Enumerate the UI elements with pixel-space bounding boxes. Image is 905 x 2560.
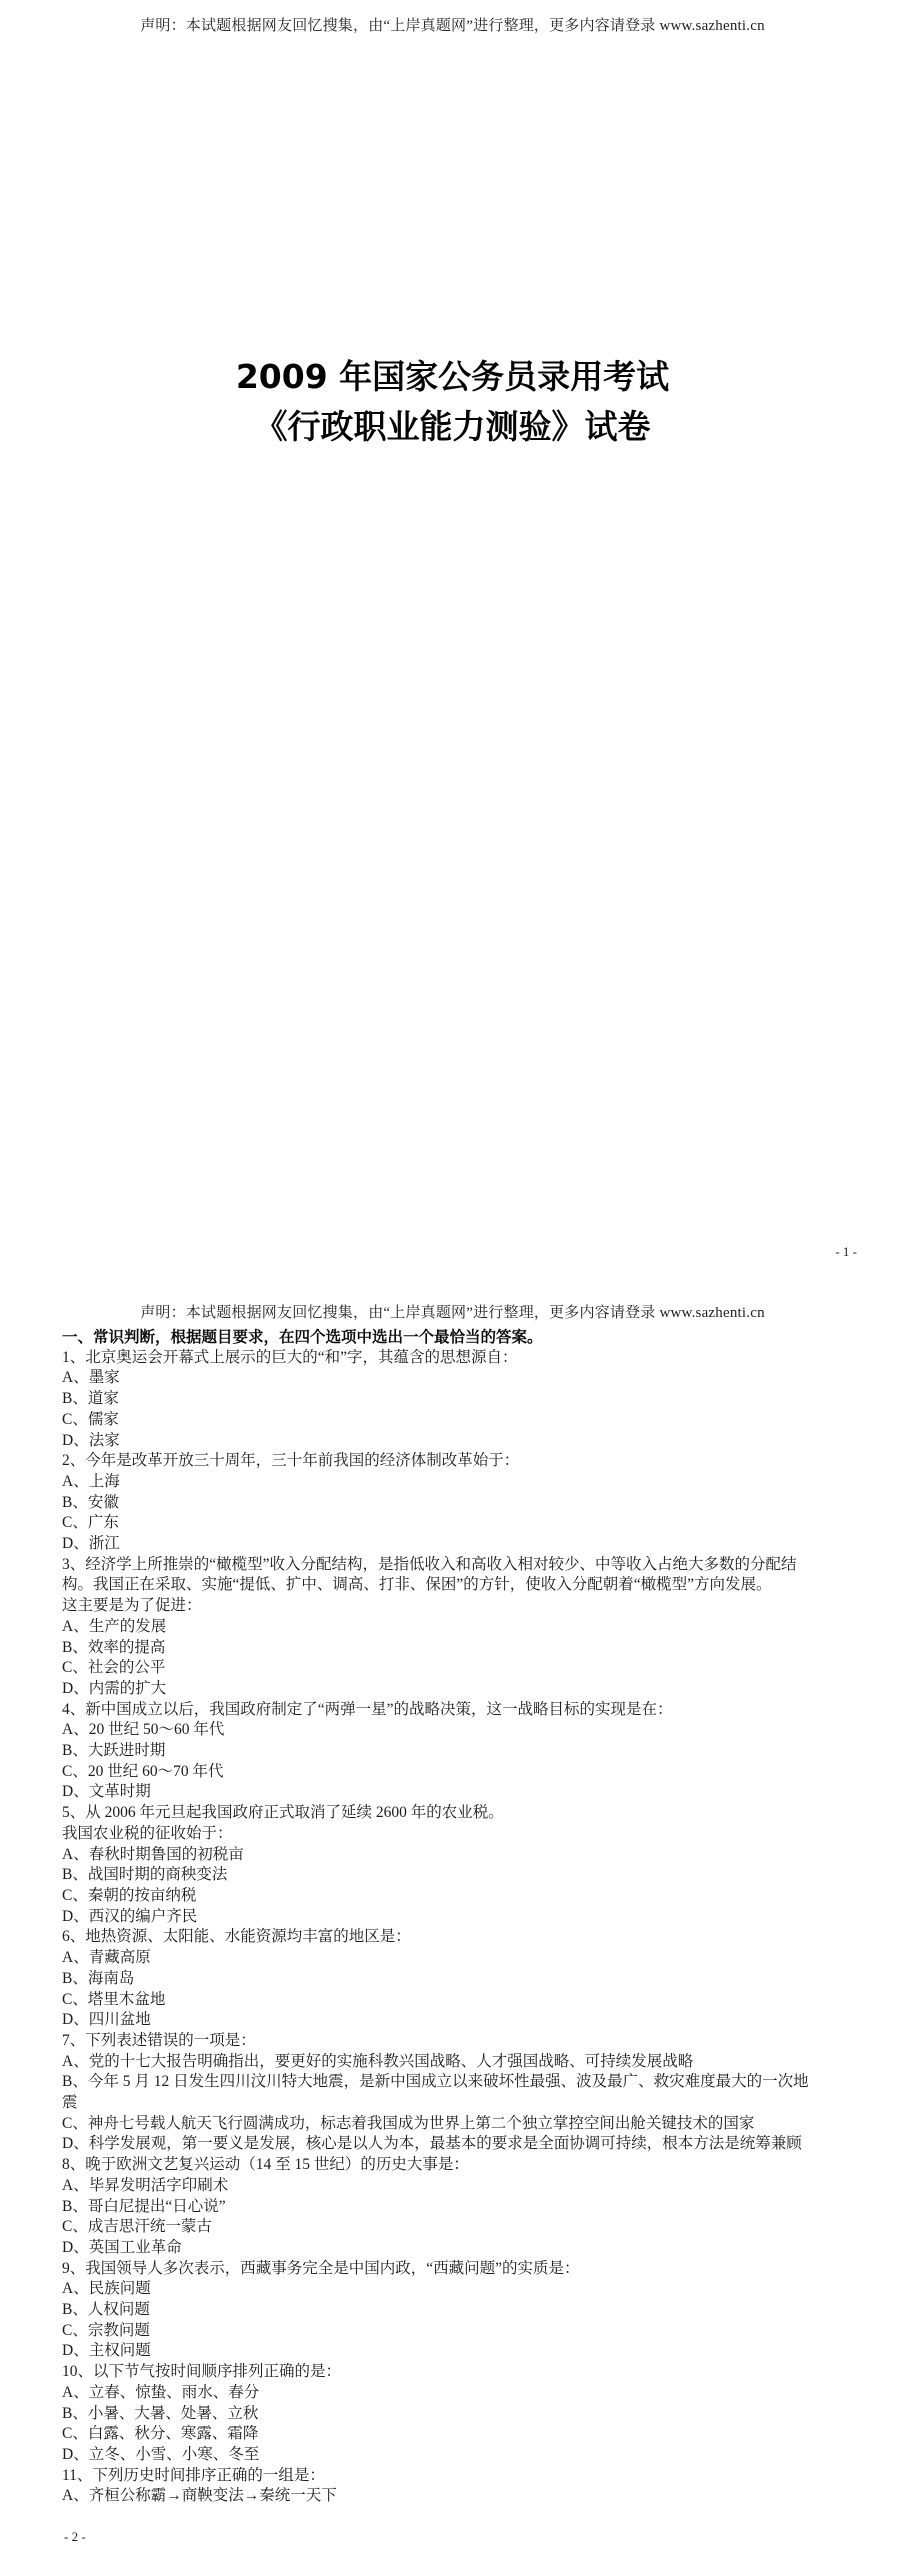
- question-10-line-1: 10、以下节气按时间顺序排列正确的是：: [62, 2363, 342, 2381]
- document-title-line2: 《行政职业能力测验》试卷: [254, 407, 651, 446]
- page2-content: [62, 1327, 874, 2507]
- question-9-line-2: A、民族问题: [62, 2280, 151, 2298]
- question-1-line-4: C、儒家: [62, 1410, 119, 1428]
- question-8-line-4: C、成吉思汗统一蒙古: [62, 2218, 212, 2236]
- page2-disclaimer-header: 声明：本试题根据网友回忆搜集，由“上岸真题网”进行整理，更多内容请登录 www.sazhenti.cn: [140, 1305, 765, 1321]
- question-4-line-5: D、文革时期: [62, 1783, 151, 1801]
- page1-page-number: - 1 -: [835, 1244, 857, 1259]
- question-8-line-2: A、毕昇发明活字印刷术: [62, 2176, 229, 2194]
- question-5-line-6: D、西汉的编户齐民: [62, 1907, 198, 1925]
- question-5-line-3: A、春秋时期鲁国的初税亩: [62, 1845, 244, 1863]
- question-3-line-3: 这主要是为了促进：: [62, 1597, 202, 1615]
- question-9-line-4: C、宗教问题: [62, 2321, 150, 2339]
- question-4-line-2: A、20 世纪 50～60 年代: [62, 1721, 225, 1739]
- question-10-line-4: C、白露、秋分、寒露、霜降: [62, 2425, 259, 2443]
- question-5-line-1: 5、从 2006 年元旦起我国政府正式取消了延续 2600 年的农业税。: [62, 1804, 504, 1822]
- question-1-line-2: A、墨家: [62, 1369, 120, 1387]
- question-5-line-2: 我国农业税的征收始于：: [62, 1824, 233, 1842]
- question-2-line-1: 2、今年是改革开放三十周年，三十年前我国的经济体制改革始于：: [62, 1452, 520, 1470]
- question-7-line-2: A、党的十七大报告明确指出，要更好的实施科教兴国战略、人才强国战略、可持续发展战略: [62, 2052, 694, 2070]
- question-5-line-5: C、秦朝的按亩纳税: [62, 1886, 197, 1904]
- question-8-line-3: B、哥白尼提出“日心说”: [62, 2197, 226, 2215]
- question-2-line-5: D、浙江: [62, 1535, 120, 1553]
- question-11-line-1: 11、下列历史时间排序正确的一组是：: [62, 2466, 325, 2484]
- question-7-line-4: 震: [62, 2094, 78, 2112]
- question-7-line-5: C、神舟七号载人航天飞行圆满成功，标志着我国成为世界上第二个独立掌控空间出舱关键技术的国家: [62, 2114, 755, 2132]
- question-3-line-6: C、社会的公平: [62, 1659, 166, 1677]
- question-7-line-1: 7、下列表述错误的一项是：: [62, 2031, 256, 2049]
- question-7-line-6: D、科学发展观，第一要义是发展，核心是以人为本，最基本的要求是全面协调可持续，根本方法是统筹兼顾: [62, 2135, 802, 2153]
- question-1-line-5: D、法家: [62, 1431, 120, 1449]
- question-11-line-2: A、齐桓公称霸→商鞅变法→秦统一天下: [62, 2487, 337, 2505]
- question-9-line-3: B、人权问题: [62, 2301, 150, 2319]
- question-10-line-2: A、立春、惊蛰、雨水、春分: [62, 2383, 260, 2401]
- document-title: [0, 352, 905, 452]
- question-10-line-5: D、立冬、小雪、小寒、冬至: [62, 2445, 260, 2463]
- question-3-line-1: 3、经济学上所推崇的“橄榄型”收入分配结构，是指低收入和高收入相对较少、中等收入占绝大多数的分配结: [62, 1555, 797, 1573]
- questions-list: [62, 1348, 874, 2507]
- question-9-line-1: 9、我国领导人多次表示，西藏事务完全是中国内政，“西藏问题”的实质是：: [62, 2259, 580, 2277]
- question-2-line-4: C、广东: [62, 1514, 119, 1532]
- document-title-line1: 2009 年国家公务员录用考试: [235, 357, 670, 396]
- question-6-line-5: D、四川盆地: [62, 2011, 151, 2029]
- page-2: [0, 1283, 905, 2560]
- question-10-line-3: B、小暑、大暑、处暑、立秋: [62, 2404, 259, 2422]
- question-8-line-1: 8、晚于欧洲文艺复兴运动（14 至 15 世纪）的历史大事是：: [62, 2156, 469, 2174]
- question-6-line-4: C、塔里木盆地: [62, 1990, 166, 2008]
- question-3-line-2: 构。我国正在采取、实施“提低、扩中、调高、打非、保困”的方针，使收入分配朝着“橄榄型”方向发展。: [62, 1576, 772, 1594]
- question-2-line-2: A、上海: [62, 1472, 120, 1490]
- question-3-line-4: A、生产的发展: [62, 1617, 167, 1635]
- question-9-line-5: D、主权问题: [62, 2342, 151, 2360]
- question-1-line-1: 1、北京奥运会开幕式上展示的巨大的“和”字，其蕴含的思想源自：: [62, 1348, 518, 1366]
- question-5-line-4: B、战国时期的商秧变法: [62, 1866, 228, 1884]
- question-2-line-3: B、安徽: [62, 1493, 119, 1511]
- page1-disclaimer-header: 声明：本试题根据网友回忆搜集，由“上岸真题网”进行整理，更多内容请登录 www.sazhenti.cn: [140, 18, 765, 34]
- question-6-line-2: A、青藏高原: [62, 1949, 151, 1967]
- question-3-line-5: B、效率的提高: [62, 1638, 166, 1656]
- section-header-changshi-panduan: 一、常识判断，根据题目要求，在四个选项中选出一个最恰当的答案。: [62, 1328, 543, 1346]
- question-4-line-3: B、大跃进时期: [62, 1742, 166, 1760]
- page2-page-number: - 2 -: [64, 2529, 86, 2545]
- question-6-line-3: B、海南岛: [62, 1969, 135, 1987]
- question-3-line-7: D、内需的扩大: [62, 1679, 167, 1697]
- question-7-line-3: B、今年 5 月 12 日发生四川汶川特大地震，是新中国成立以来破坏性最强、波及最广、救灾难度最大的一次地: [62, 2073, 809, 2091]
- question-6-line-1: 6、地热资源、太阳能、水能资源均丰富的地区是：: [62, 1928, 411, 1946]
- question-1-line-3: B、道家: [62, 1390, 119, 1408]
- question-8-line-5: D、英国工业革命: [62, 2238, 182, 2256]
- question-4-line-4: C、20 世纪 60～70 年代: [62, 1762, 224, 1780]
- question-4-line-1: 4、新中国成立以后，我国政府制定了“两弹一星”的战略决策，这一战略目标的实现是在：: [62, 1700, 673, 1718]
